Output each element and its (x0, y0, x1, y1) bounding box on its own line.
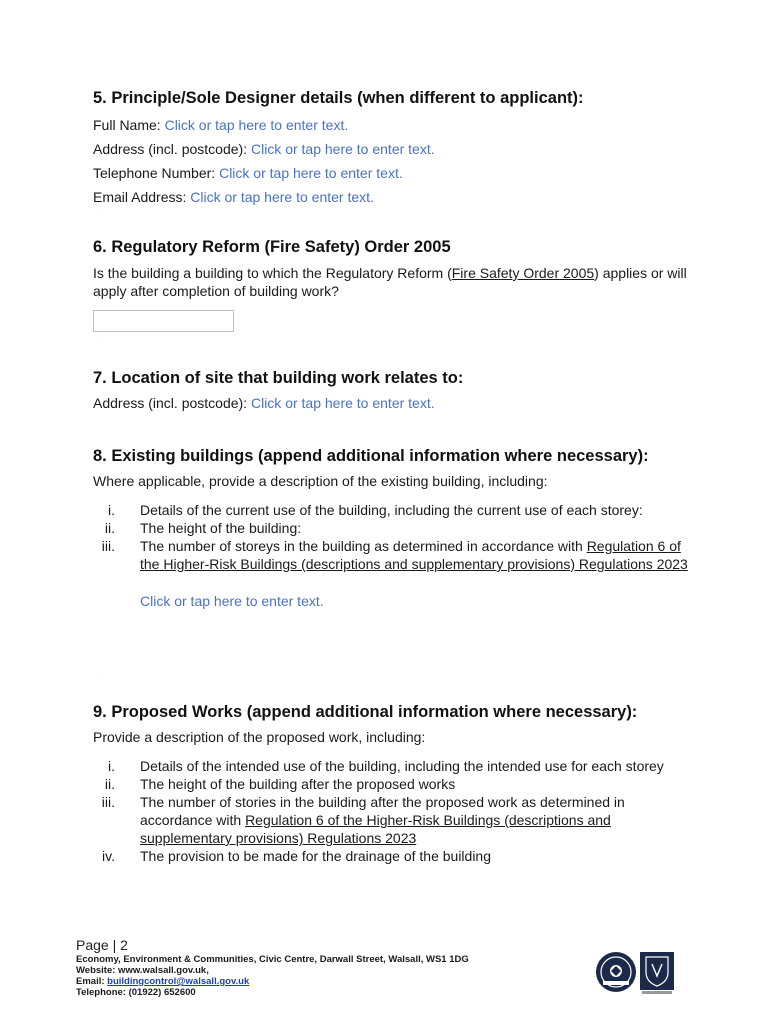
site-address-label: Address (incl. postcode): (93, 395, 251, 411)
address-field[interactable]: Click or tap here to enter text. (250, 141, 435, 157)
telephone-label: Telephone Number: (93, 165, 220, 181)
section-6-question (93, 264, 690, 300)
section-7-heading: 7. Location of site that building work relates to: (93, 369, 464, 387)
section-9 (93, 702, 690, 865)
list-text: The provision to be made for the drainage of the building (140, 848, 492, 864)
paragraph-mark: . (103, 671, 105, 677)
list-text: The height of the building after the proposed works (140, 776, 456, 792)
paragraph-mark: . (103, 337, 105, 343)
telephone-row (93, 161, 690, 185)
footer-website: Website: www.walsall.gov.uk, (76, 965, 209, 976)
list-number: i. (108, 758, 115, 774)
question-text-end: ) applies or will apply after completion of building work? (93, 265, 687, 299)
telephone-field[interactable]: Click or tap here to enter text. (219, 165, 403, 181)
section-6-heading: 6. Regulatory Reform (Fire Safety) Order 2005 (93, 238, 451, 256)
footer-email-link[interactable]: buildingcontrol@walsall.gov.uk (107, 976, 250, 987)
section-7 (93, 368, 690, 415)
full-name-field[interactable]: Click or tap here to enter text. (164, 117, 349, 133)
address-label: Address (incl. postcode): (93, 141, 251, 157)
full-name-row (93, 113, 690, 137)
section-8-intro: Where applicable, provide a description of the existing building, including: (93, 473, 548, 489)
accreditation-logos (594, 952, 676, 996)
existing-building-field[interactable]: Click or tap here to enter text. (140, 593, 324, 609)
list-number: ii. (104, 520, 115, 536)
section-9-intro: Provide a description of the proposed work, including: (93, 729, 426, 745)
list-item (93, 537, 690, 573)
footer-address: Economy, Environment & Communities, Civic Centre, Darwall Street, Walsall, WS1 1DG (76, 954, 469, 965)
fire-safety-answer-input[interactable] (93, 310, 234, 332)
email-label: Email Address: (93, 189, 191, 205)
list-item (93, 793, 690, 847)
footer-telephone: Telephone: (01922) 652600 (76, 987, 196, 998)
list-item (93, 775, 690, 793)
list-item (93, 501, 690, 519)
section-5 (93, 88, 690, 209)
list-number: ii. (104, 776, 115, 792)
regulation-6-link[interactable]: Regulation 6 of the Higher-Risk Buildings (descriptions and supplementary provisions) Regulations 2023 (140, 812, 611, 846)
site-address-row (93, 391, 690, 415)
footer-email-label: Email: (76, 976, 108, 987)
email-row (93, 185, 690, 209)
iso-certification-logo-icon (596, 952, 636, 992)
list-item (93, 757, 690, 775)
fire-safety-order-link[interactable]: Fire Safety Order 2005 (451, 265, 595, 281)
question-text: Is the building a building to which the Regulatory Reform ( (93, 265, 452, 281)
regulation-6-link[interactable]: Regulation 6 of the Higher-Risk Buildings (descriptions and supplementary provisions) Regulations 2023 (140, 538, 688, 572)
list-number: iv. (102, 848, 115, 864)
section-6 (93, 237, 690, 300)
section-9-heading: 9. Proposed Works (append additional information where necessary): (93, 703, 638, 721)
address-row (93, 137, 690, 161)
site-address-field[interactable]: Click or tap here to enter text. (250, 395, 435, 411)
proposed-work-list (93, 757, 690, 865)
list-number: i. (108, 502, 115, 518)
section-8 (93, 446, 690, 613)
list-item (93, 847, 690, 865)
list-number: iii. (101, 538, 115, 554)
list-text: The number of stories in the building after the proposed work as determined in accordance with (140, 794, 625, 828)
list-text: Details of the intended use of the building, including the intended use for each storey (140, 758, 664, 774)
page-footer (76, 936, 469, 998)
section-5-heading: 5. Principle/Sole Designer details (when different to applicant): (93, 89, 584, 107)
list-item (93, 519, 690, 537)
full-name-label: Full Name: (93, 117, 165, 133)
ukas-shield-logo-icon (640, 952, 674, 994)
existing-building-list (93, 501, 690, 573)
footer-email-row (76, 976, 469, 987)
list-text: Details of the current use of the building, including the current use of each storey: (140, 502, 643, 518)
page-number: Page | 2 (76, 937, 128, 953)
list-number: iii. (101, 794, 115, 810)
email-field[interactable]: Click or tap here to enter text. (190, 189, 374, 205)
list-text: The height of the building: (140, 520, 302, 536)
list-text: The number of storeys in the building as determined in accordance with (140, 538, 587, 554)
paragraph-mark: . (103, 207, 105, 213)
section-8-heading: 8. Existing buildings (append additional information where necessary): (93, 447, 649, 465)
